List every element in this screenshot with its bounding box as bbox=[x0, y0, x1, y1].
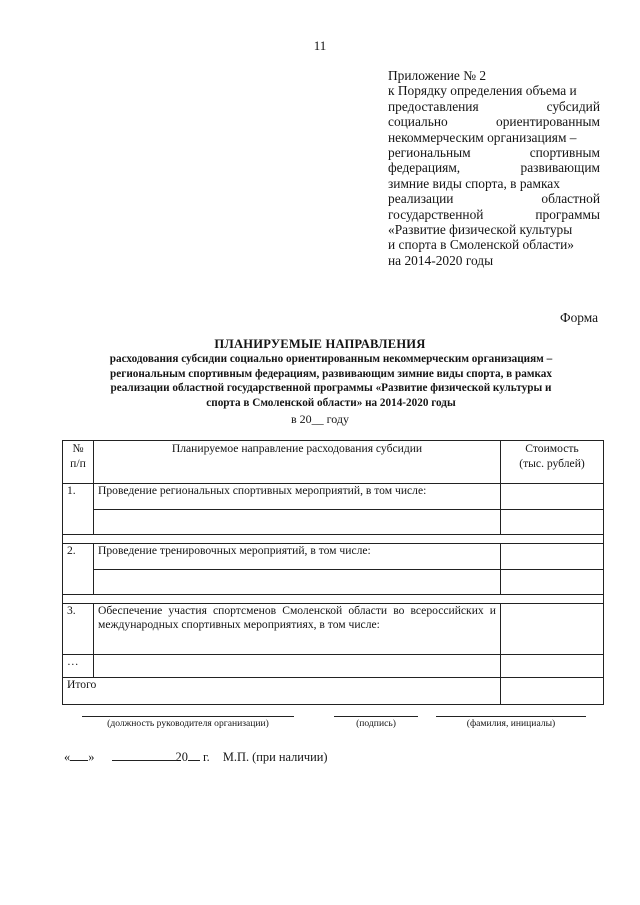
header-number: № п/п bbox=[63, 441, 94, 484]
appendix-line: «Развитие физической культуры bbox=[388, 222, 573, 238]
row-gap bbox=[63, 595, 604, 604]
close-quote: » bbox=[88, 750, 95, 764]
open-quote: « bbox=[64, 750, 71, 764]
header-cost: Стоимость (тыс. рублей) bbox=[501, 441, 604, 484]
total-row bbox=[63, 678, 604, 705]
stamp-label: М.П. (при наличии) bbox=[222, 750, 328, 764]
cost-cell bbox=[501, 570, 604, 595]
table-row bbox=[63, 544, 604, 570]
year-blank bbox=[188, 748, 200, 761]
plan-table bbox=[62, 440, 604, 705]
appendix-line: региональным спортивным bbox=[388, 145, 600, 161]
table-header-row bbox=[63, 441, 604, 484]
page-number: 11 bbox=[313, 38, 327, 53]
appendix-line: федерациям, развивающим bbox=[388, 160, 600, 176]
row-text bbox=[94, 655, 501, 678]
subitem-cell bbox=[94, 570, 501, 595]
name-caption: (фамилия, инициалы) bbox=[466, 718, 556, 729]
name-signature-line bbox=[436, 716, 586, 717]
subitem-cell bbox=[94, 510, 501, 535]
cost-cell bbox=[501, 655, 604, 678]
cost-cell bbox=[501, 484, 604, 510]
cost-cell bbox=[501, 510, 604, 535]
appendix-line: на 2014-2020 годы bbox=[388, 252, 494, 268]
appendix-line: предоставления субсидий bbox=[388, 98, 600, 114]
row-text: Проведение тренировочных мероприятий, в том числе: bbox=[94, 544, 501, 570]
cost-cell bbox=[501, 544, 604, 570]
appendix-line: зимние виды спорта, в рамках bbox=[388, 175, 560, 191]
table-row bbox=[63, 595, 604, 604]
position-signature-line bbox=[82, 716, 294, 717]
document-title: ПЛАНИРУЕМЫЕ НАПРАВЛЕНИЯ bbox=[214, 337, 426, 351]
row-number: 3. bbox=[63, 604, 94, 655]
year-line: в 20__ году bbox=[290, 412, 350, 426]
appendix-title: Приложение № 2 bbox=[388, 68, 487, 83]
header-direction: Планируемое направление расходования субсидии bbox=[94, 441, 501, 484]
appendix-line: социально ориентированным bbox=[388, 114, 600, 130]
row-gap bbox=[63, 535, 604, 544]
row-number: 1. bbox=[63, 484, 94, 535]
form-label: Форма bbox=[560, 310, 599, 325]
table-row bbox=[63, 570, 604, 595]
signature-caption: (подпись) bbox=[356, 718, 396, 729]
document-subtitle: расходования субсидии социально ориентированным некоммерческим организациям – региональным спортивным федерациям, развивающим зимние виды спорта, в рамках реализации областной государственной программы «Развитие физической культуры и спорта в Смоленской области» на 2014-2020 годы bbox=[109, 353, 553, 409]
total-cost-cell bbox=[501, 678, 604, 705]
position-caption: (должность руководителя организации) bbox=[107, 718, 269, 729]
table-row bbox=[63, 510, 604, 535]
date-stamp-line bbox=[64, 748, 328, 765]
cost-cell bbox=[501, 604, 604, 655]
table-row bbox=[63, 604, 604, 655]
year-prefix: 20 bbox=[175, 750, 188, 764]
row-number: … bbox=[63, 655, 94, 678]
table-row bbox=[63, 535, 604, 544]
total-label: Итого bbox=[63, 678, 501, 705]
appendix-header bbox=[388, 68, 600, 268]
table-row bbox=[63, 484, 604, 510]
table-row bbox=[63, 655, 604, 678]
row-text: Проведение региональных спортивных мероприятий, в том числе: bbox=[94, 484, 501, 510]
appendix-line: и спорта в Смоленской области» bbox=[388, 237, 574, 253]
day-blank bbox=[70, 748, 88, 761]
signature-line bbox=[334, 716, 418, 717]
year-suffix: г. bbox=[199, 750, 210, 764]
appendix-line: государственной программы bbox=[388, 206, 600, 222]
appendix-line: реализации областной bbox=[388, 191, 600, 207]
appendix-line: некоммерческим организациям – bbox=[388, 129, 577, 145]
row-text: Обеспечение участия спортсменов Смоленской области во всероссийских и международных спортивных мероприятиях, в том числе: bbox=[94, 604, 501, 655]
appendix-line: к Порядку определения объема и bbox=[388, 83, 577, 99]
row-number: 2. bbox=[63, 544, 94, 595]
month-blank bbox=[112, 748, 176, 761]
